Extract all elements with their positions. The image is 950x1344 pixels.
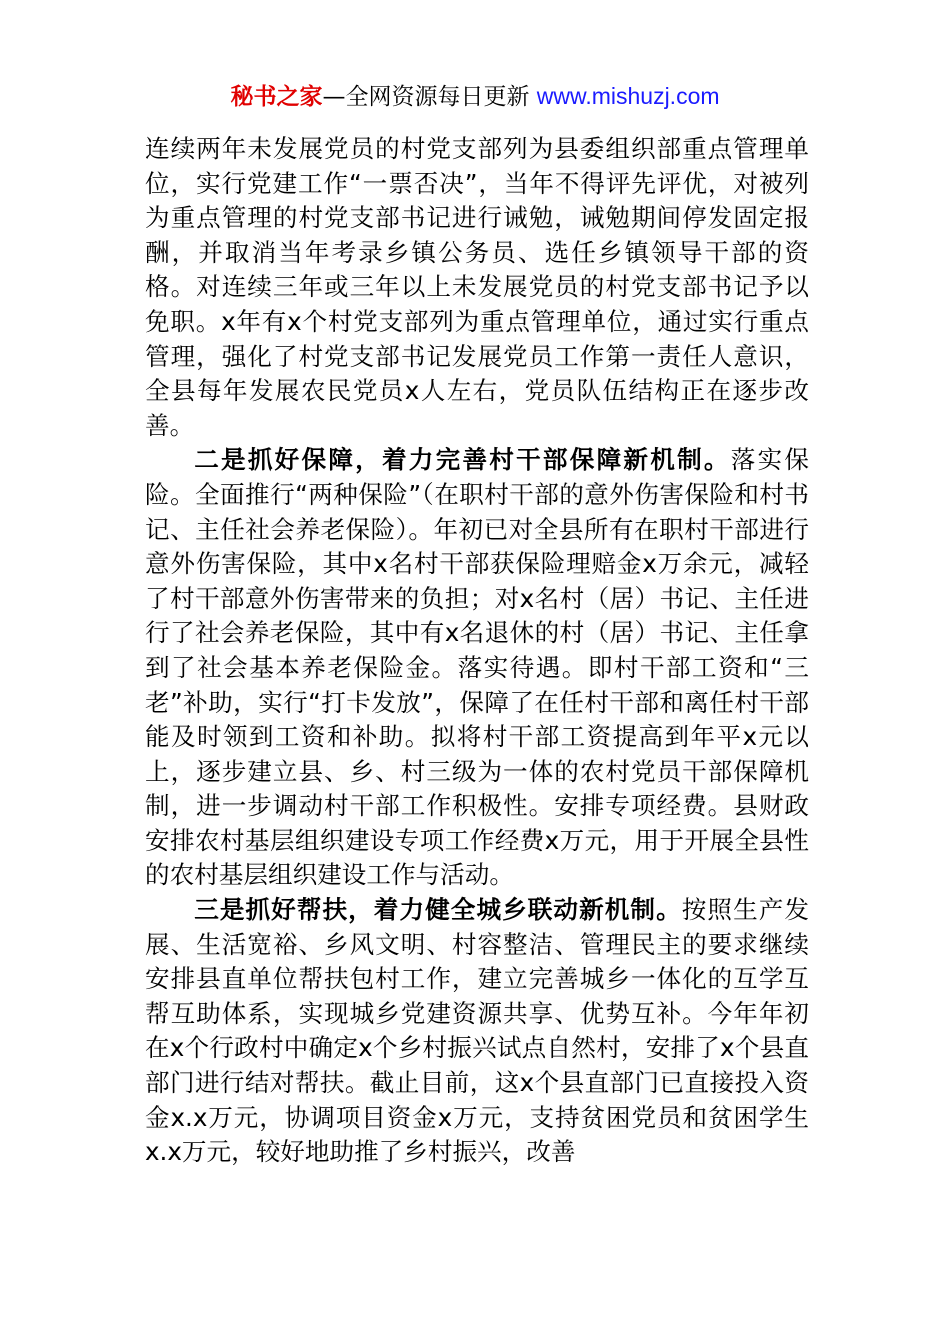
site-header: [0, 78, 950, 115]
paragraph-1-text: 连续两年未发展党员的村党支部列为县委组织部重点管理单位，实行党建工作“一票否决”，当年不得评先评优，对被列为重点管理的村党支部书记进行诫勉，诫勉期间停发固定报酬，并取消当年考录乡镇公务员、选任乡镇领导干部的资格。对连续三年或三年以上未发展党员的村党支部书记予以免职。x年有x个村党支部列为重点管理单位，通过实行重点管理，强化了村党支部书记发展党员工作第一责任人意识，全县每年发展农民党员x人左右，党员队伍结构正在逐步改善。: [145, 134, 809, 440]
site-tagline: —全网资源每日更新: [322, 84, 530, 110]
site-url[interactable]: www.mishuzj.com: [536, 83, 720, 109]
paragraph-3-heading: 三是抓好帮扶，着力健全城乡联动新机制。: [194, 895, 682, 925]
paragraph-3-text: 按照生产发展、生活宽裕、乡风文明、村容整洁、管理民主的要求继续安排县直单位帮扶包村工作，建立完善城乡一体化的互学互帮互助体系，实现城乡党建资源共享、优势互补。今年年初在x个行政村中确定x个乡村振兴试点自然村，安排了x个县直部门进行结对帮扶。截止目前，这x个县直部门已直接投入资金x.x万元，协调项目资金x万元，支持贫困党员和贫困学生x.x万元，较好地助推了乡村振兴，改善: [145, 895, 809, 1167]
paragraph-2-text: 落实保险。全面推行“两种保险”（在职村干部的意外伤害保险和村书记、主任社会养老保险）。年初已对全县所有在职村干部进行意外伤害保险，其中x名村干部获保险理赔金x万余元，减轻了村干部意外伤害带来的负担；对x名村（居）书记、主任进行了社会养老保险，其中有x名退休的村（居）书记、主任拿到了社会基本养老保险金。落实待遇。即村干部工资和“三老”补助，实行“打卡发放”，保障了在任村干部和离任村干部能及时领到工资和补助。拟将村干部工资提高到年平x元以上，逐步建立县、乡、村三级为一体的农村党员干部保障机制，进一步调动村干部工作积极性。安排专项经费。县财政安排农村基层组织建设专项工作经费x万元，用于开展全县性的农村基层组织建设工作与活动。: [145, 445, 809, 890]
paragraph-3: [145, 893, 809, 1170]
site-brand: 秘书之家: [230, 84, 323, 110]
paragraph-2-heading: 二是抓好保障，着力完善村干部保障新机制。: [194, 445, 731, 475]
paragraph-1: [145, 132, 809, 443]
document-body: [145, 132, 809, 1170]
paragraph-2: [145, 443, 809, 893]
